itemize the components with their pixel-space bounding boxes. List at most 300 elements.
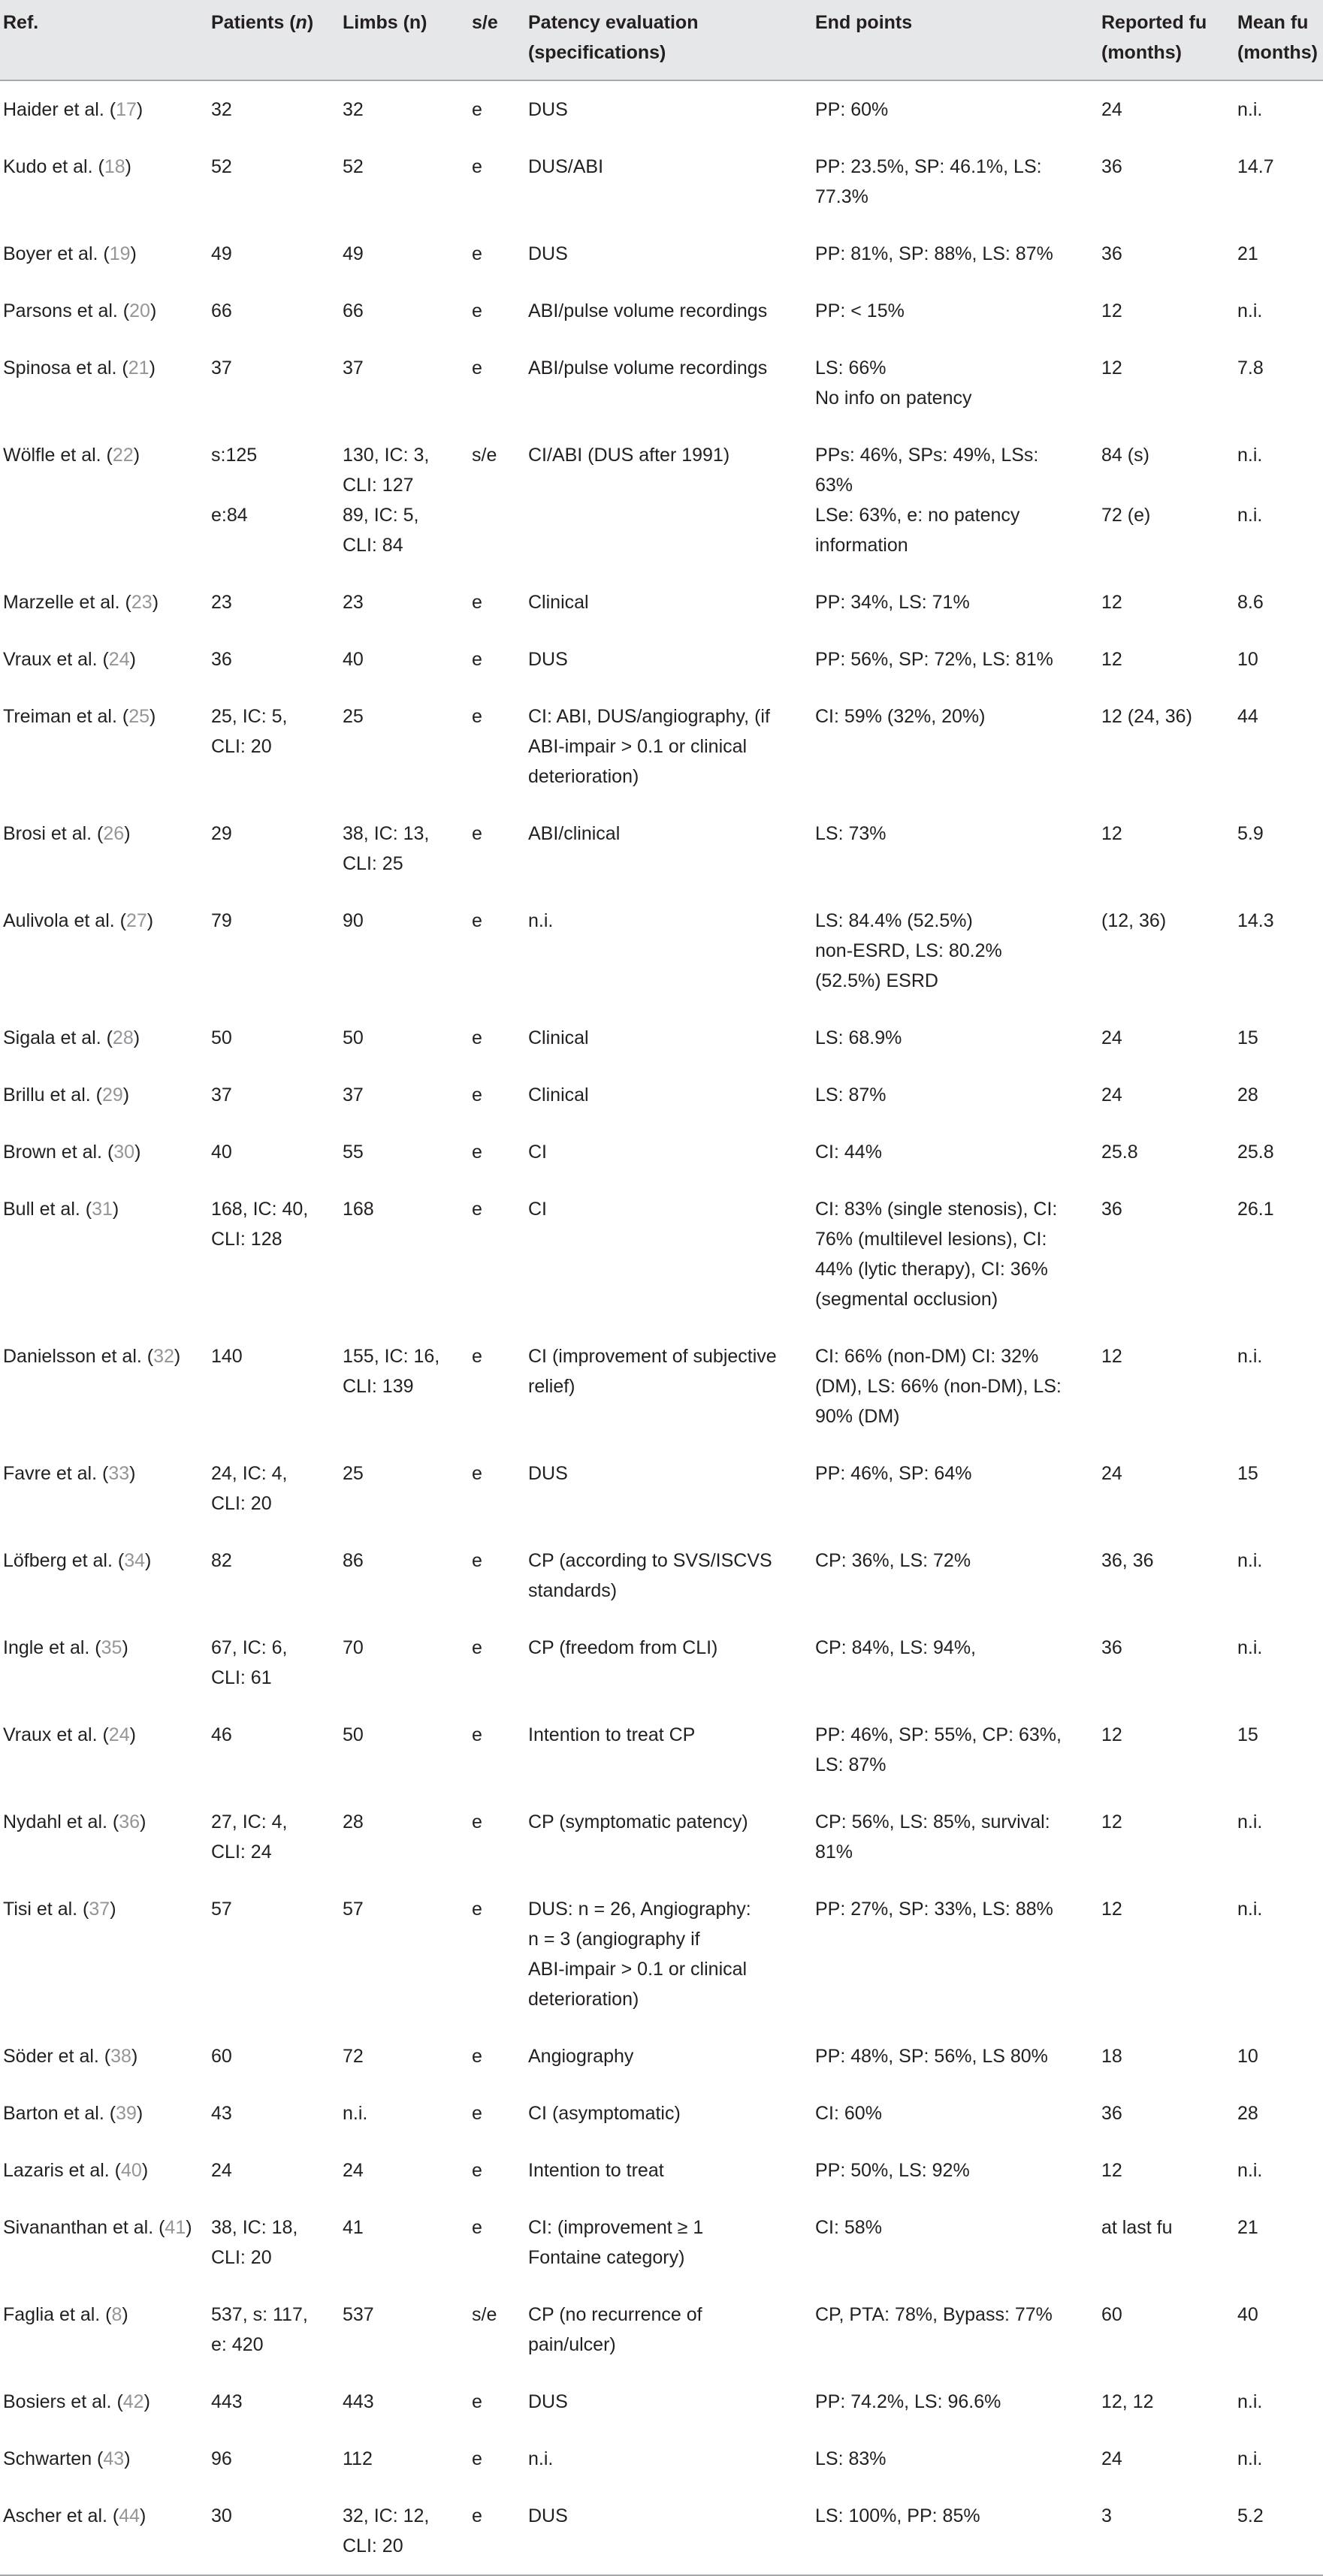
cell-ref [0,2373,211,2430]
cell-se [472,2487,528,2575]
cell-se-text: e [472,1811,482,1832]
cell-ref [0,1619,211,1706]
reference-number: 26 [103,823,125,844]
cell-limbs [343,138,472,225]
cell-patients-line: 27, IC: 4, [211,1811,288,1832]
cell-patients-line: e:84 [211,505,248,526]
cell-patency-line: CI: (improvement ≥ 1 [528,2217,704,2238]
cell-mean-fu [1237,892,1323,1009]
cell-endpoints [815,1706,1101,1793]
reference-close: ) [141,2160,149,2181]
author-name: Barton et al. ( [3,2103,116,2124]
cell-endpoints [815,138,1101,225]
cell-limbs-line: 23 [343,592,364,613]
cell-patency-line: Angiography [528,2046,634,2067]
reference-close: ) [129,1724,136,1745]
cell-patency-line: DUS/ABI [528,156,604,177]
cell-reported-fu [1101,2142,1237,2199]
cell-mean-fu-line: 28 [1237,2103,1258,2124]
reference-number: 29 [101,1084,123,1106]
cell-reported-fu [1101,631,1237,688]
cell-limbs [343,1445,472,1532]
cell-endpoints-line: 63% [815,475,853,496]
cell-endpoints-line: CP: 84%, LS: 94%, [815,1637,977,1658]
cell-se [472,2142,528,2199]
cell-patients-line: 29 [211,823,232,844]
cell-limbs [343,2373,472,2430]
cell-limbs [343,688,472,805]
cell-endpoints [815,1181,1101,1328]
cell-mean-fu-line [1237,530,1318,560]
cell-patients [211,80,343,138]
cell-endpoints-line: LS: 87% [815,1084,887,1106]
cell-reported-fu [1101,80,1237,138]
author-name: Ascher et al. ( [3,2505,119,2526]
cell-reported-fu [1101,225,1237,282]
cell-patency-line: DUS: n = 26, Angiography: [528,1899,751,1920]
cell-mean-fu [1237,1066,1323,1124]
cell-reported-fu [1101,574,1237,631]
cell-reported-fu-line [1101,470,1230,500]
reference-close: ) [130,243,137,264]
cell-patency [528,282,815,339]
author-name: Wölfle et al. ( [3,445,113,466]
header-se: s/e [472,0,528,80]
cell-limbs [343,574,472,631]
cell-endpoints-line: CI: 44% [815,1142,882,1163]
cell-patients [211,1328,343,1445]
cell-limbs [343,892,472,1009]
cell-patency [528,2142,815,2199]
cell-reported-fu [1101,1881,1237,2028]
cell-patency-line: CI (asymptomatic) [528,2103,681,2124]
author-name: Favre et al. ( [3,1463,109,1484]
cell-patency-line: ABI-impair > 0.1 or clinical [528,736,748,757]
cell-patency [528,1881,815,2028]
cell-endpoints-line: 44% (lytic therapy), CI: 36% [815,1259,1048,1280]
cell-patients-line: 49 [211,243,232,264]
cell-reported-fu [1101,688,1237,805]
cell-endpoints-line: PP: < 15% [815,300,905,321]
cell-se [472,1793,528,1881]
cell-patients-line: e: 420 [211,2334,264,2355]
cell-patients [211,1706,343,1793]
reference-close: ) [129,649,136,670]
cell-reported-fu-line: 12, 12 [1101,2391,1154,2412]
cell-mean-fu [1237,1793,1323,1881]
cell-endpoints [815,1619,1101,1706]
cell-patients-line: 40 [211,1142,232,1163]
cell-limbs-line: 52 [343,156,364,177]
table-row [0,1793,1323,1881]
cell-se-text: e [472,300,482,321]
cell-patients [211,1009,343,1066]
cell-se [472,282,528,339]
table-row [0,1881,1323,2028]
cell-ref [0,1793,211,1881]
cell-limbs [343,805,472,892]
table-row [0,2085,1323,2142]
cell-ref [0,1066,211,1124]
cell-se [472,1009,528,1066]
cell-mean-fu-line: 15 [1237,1724,1258,1745]
cell-endpoints [815,805,1101,892]
cell-endpoints [815,2028,1101,2085]
cell-limbs [343,1124,472,1181]
reference-number: 40 [121,2160,142,2181]
cell-limbs-line: 37 [343,357,364,379]
cell-limbs [343,2286,472,2373]
cell-limbs-line: CLI: 127 [343,475,414,496]
cell-reported-fu-line: 36 [1101,243,1122,264]
reference-number: 43 [103,2448,125,2469]
reference-close: ) [145,1550,152,1571]
cell-reported-fu [1101,1793,1237,1881]
cell-patency-line: Intention to treat CP [528,1724,696,1745]
cell-reported-fu [1101,1619,1237,1706]
reference-number: 23 [131,592,153,613]
reference-number: 31 [92,1199,113,1220]
reference-number: 34 [124,1550,146,1571]
cell-limbs-line: CLI: 20 [343,2535,403,2556]
cell-mean-fu [1237,2028,1323,2085]
cell-patients [211,2286,343,2373]
cell-endpoints-line: PP: 46%, SP: 64% [815,1463,972,1484]
cell-se [472,688,528,805]
cell-limbs-line: 155, IC: 16, [343,1346,440,1367]
cell-se [472,1328,528,1445]
cell-se [472,1619,528,1706]
cell-endpoints-line: PP: 48%, SP: 56%, LS 80% [815,2046,1048,2067]
cell-mean-fu-line: 5.9 [1237,823,1264,844]
cell-endpoints-line: (52.5%) ESRD [815,970,938,991]
reference-close: ) [133,1027,140,1048]
cell-limbs [343,1706,472,1793]
cell-ref [0,339,211,427]
cell-mean-fu-line: n.i. [1237,2391,1263,2412]
cell-patency-line: n.i. [528,910,554,931]
cell-patients [211,2430,343,2487]
author-name: Marzelle et al. ( [3,592,131,613]
cell-patency-line: deterioration) [528,766,639,787]
cell-mean-fu [1237,2199,1323,2286]
cell-patients-line: 38, IC: 18, [211,2217,298,2238]
table-row [0,2199,1323,2286]
reference-close: ) [152,592,159,613]
table-row [0,2430,1323,2487]
cell-ref [0,2487,211,2575]
reference-close: ) [122,1084,130,1106]
cell-patency-line: CI: ABI, DUS/angiography, (if [528,706,770,727]
header-limbs: Limbs (n) [343,0,472,80]
cell-limbs-line: 25 [343,1463,364,1484]
cell-patients [211,1881,343,2028]
cell-patients-line: 50 [211,1027,232,1048]
reference-close: ) [150,706,156,727]
cell-patency-line: relief) [528,1376,575,1397]
cell-se-text: e [472,910,482,931]
cell-patency-line: CI/ABI (DUS after 1991) [528,445,730,466]
cell-mean-fu [1237,2142,1323,2199]
reference-close: ) [136,2103,143,2124]
cell-se-text: e [472,357,482,379]
cell-patency [528,427,815,574]
cell-patency [528,892,815,1009]
cell-limbs [343,427,472,574]
table-row [0,2028,1323,2085]
cell-patients [211,2085,343,2142]
header-reported-fu: Reported fu (months) [1101,0,1237,80]
cell-ref [0,1181,211,1328]
table-row [0,2286,1323,2373]
table-row [0,282,1323,339]
cell-limbs-line: 41 [343,2217,364,2238]
cell-patency-line: n.i. [528,2448,554,2469]
table-row [0,427,1323,574]
cell-endpoints [815,1328,1101,1445]
cell-endpoints-line: CI: 83% (single stenosis), CI: [815,1199,1058,1220]
cell-patency-line: CP (freedom from CLI) [528,1637,718,1658]
reference-number: 22 [112,445,134,466]
cell-limbs-line: 38, IC: 13, [343,823,430,844]
cell-reported-fu-line: 12 [1101,1899,1122,1920]
cell-patients [211,1066,343,1124]
cell-mean-fu [1237,427,1323,574]
cell-se [472,892,528,1009]
cell-se [472,2085,528,2142]
cell-patients-line: CLI: 128 [211,1229,282,1250]
cell-se [472,2373,528,2430]
cell-ref [0,282,211,339]
cell-limbs-line: 537 [343,2304,374,2325]
cell-se-text: e [472,1084,482,1106]
cell-limbs-line: 50 [343,1724,364,1745]
cell-se [472,574,528,631]
cell-endpoints [815,631,1101,688]
cell-mean-fu [1237,1619,1323,1706]
table-header-row [0,0,1323,80]
cell-patients-line: 57 [211,1899,232,1920]
cell-mean-fu-line: 25.8 [1237,1142,1274,1163]
cell-endpoints-line: LS: 68.9% [815,1027,902,1048]
cell-se [472,339,528,427]
cell-endpoints-line: (DM), LS: 66% (non-DM), LS: [815,1376,1062,1397]
cell-endpoints [815,339,1101,427]
cell-mean-fu [1237,631,1323,688]
cell-reported-fu-line: 12 [1101,1811,1122,1832]
cell-mean-fu-line: 26.1 [1237,1199,1274,1220]
cell-patency-line: CP (symptomatic patency) [528,1811,748,1832]
cell-limbs [343,339,472,427]
reference-number: 25 [128,706,150,727]
cell-patients [211,574,343,631]
cell-endpoints [815,2085,1101,2142]
cell-reported-fu [1101,2286,1237,2373]
cell-patients [211,805,343,892]
reference-close: ) [134,1142,141,1163]
cell-patients [211,339,343,427]
cell-endpoints-line: PP: 46%, SP: 55%, CP: 63%, [815,1724,1062,1745]
cell-patency [528,1328,815,1445]
cell-patients-line: 43 [211,2103,232,2124]
author-name: Schwarten ( [3,2448,104,2469]
reference-number: 30 [113,1142,135,1163]
cell-se [472,1706,528,1793]
table-row [0,805,1323,892]
cell-ref [0,427,211,574]
cell-reported-fu [1101,805,1237,892]
author-name: Sivananthan et al. ( [3,2217,165,2238]
cell-endpoints-line: PP: 81%, SP: 88%, LS: 87% [815,243,1053,264]
table-row [0,1009,1323,1066]
cell-patency-line: CI [528,1142,547,1163]
cell-limbs [343,1181,472,1328]
cell-endpoints-line: LS: 73% [815,823,887,844]
table-body [0,80,1323,2575]
cell-patients-line [211,530,335,560]
cell-limbs-line: 89, IC: 5, [343,505,419,526]
cell-patency [528,1793,815,1881]
cell-mean-fu [1237,2487,1323,2575]
reference-number: 24 [108,1724,130,1745]
cell-se [472,805,528,892]
cell-reported-fu-line: 12 [1101,649,1122,670]
cell-endpoints-line: PP: 34%, LS: 71% [815,592,970,613]
cell-ref [0,1328,211,1445]
cell-patients-line: 24 [211,2160,232,2181]
header-mean-fu: Mean fu (months) [1237,0,1323,80]
header-endpoints: End points [815,0,1101,80]
cell-endpoints-line: LS: 83% [815,2448,887,2469]
cell-limbs [343,2199,472,2286]
cell-endpoints-line: PP: 60% [815,99,889,120]
cell-limbs-line: 55 [343,1142,364,1163]
cell-endpoints-line: 90% (DM) [815,1406,900,1427]
author-name: Sigala et al. ( [3,1027,113,1048]
cell-reported-fu [1101,1445,1237,1532]
cell-reported-fu [1101,2430,1237,2487]
cell-endpoints [815,2430,1101,2487]
reference-close: ) [122,1637,128,1658]
cell-endpoints-line: CI: 58% [815,2217,882,2238]
reference-close: ) [174,1346,181,1367]
cell-se-text: e [472,1899,482,1920]
cell-se-text: e [472,1724,482,1745]
table-row [0,225,1323,282]
cell-mean-fu-line: n.i. [1237,1811,1263,1832]
cell-reported-fu-line: 60 [1101,2304,1122,2325]
cell-limbs-line: 130, IC: 3, [343,445,430,466]
cell-limbs [343,1793,472,1881]
cell-reported-fu-line: 12 [1101,300,1122,321]
cell-reported-fu [1101,2373,1237,2430]
cell-patency-line: pain/ulcer) [528,2334,616,2355]
reference-close: ) [112,1199,119,1220]
cell-reported-fu-line [1101,530,1230,560]
cell-limbs [343,2028,472,2085]
cell-se [472,225,528,282]
cell-limbs [343,1328,472,1445]
cell-reported-fu [1101,282,1237,339]
cell-patency-line: DUS [528,2505,568,2526]
cell-patency-line: CI [528,1199,547,1220]
cell-limbs [343,1532,472,1619]
reference-number: 21 [128,357,150,379]
table-row [0,2142,1323,2199]
table-row [0,1619,1323,1706]
table-row [0,1328,1323,1445]
cell-endpoints-line: CI: 66% (non-DM) CI: 32% [815,1346,1039,1367]
reference-close: ) [129,1463,136,1484]
author-name: Söder et al. ( [3,2046,111,2067]
cell-reported-fu [1101,1706,1237,1793]
table-row [0,2487,1323,2575]
reference-number: 41 [165,2217,186,2238]
cell-endpoints [815,427,1101,574]
cell-patency [528,2430,815,2487]
table-row [0,892,1323,1009]
cell-mean-fu-line: 28 [1237,1084,1258,1106]
cell-limbs [343,1009,472,1066]
cell-limbs-line: CLI: 25 [343,853,403,874]
cell-patency-line: CP (according to SVS/ISCVS [528,1550,772,1571]
cell-reported-fu-line: 12 [1101,1724,1122,1745]
cell-limbs-line: CLI: 139 [343,1376,414,1397]
cell-se-text: s/e [472,2304,497,2325]
cell-ref [0,1532,211,1619]
cell-patency [528,1445,815,1532]
header-patency: Patency evaluation (specifications) [528,0,815,80]
reference-number: 24 [108,649,130,670]
author-name: Ingle et al. ( [3,1637,101,1658]
cell-mean-fu [1237,80,1323,138]
cell-patients-line: CLI: 20 [211,2247,272,2268]
cell-patency [528,574,815,631]
cell-reported-fu-line: 24 [1101,2448,1122,2469]
cell-limbs [343,1881,472,2028]
cell-reported-fu [1101,427,1237,574]
cell-se-text: e [472,2103,482,2124]
table-row [0,574,1323,631]
table-row [0,138,1323,225]
cell-limbs-line: 66 [343,300,364,321]
cell-limbs-line: 112 [343,2448,373,2469]
author-name: Haider et al. ( [3,99,116,120]
cell-reported-fu [1101,339,1237,427]
author-name: Löfberg et al. ( [3,1550,125,1571]
cell-reported-fu-line: 36 [1101,1637,1122,1658]
cell-patency-line: DUS [528,99,568,120]
cell-mean-fu-line: 21 [1237,243,1258,264]
cell-endpoints-line: CI: 60% [815,2103,882,2124]
cell-se [472,138,528,225]
cell-reported-fu [1101,1181,1237,1328]
reference-number: 28 [112,1027,134,1048]
table-row [0,1066,1323,1124]
cell-mean-fu-line: 14.3 [1237,910,1274,931]
cell-patients-line: 537, s: 117, [211,2304,308,2325]
cell-patients-line: 52 [211,156,232,177]
cell-limbs-line: 28 [343,1811,364,1832]
cell-patency-line: n = 3 (angiography if [528,1929,700,1950]
cell-limbs-line: 32, IC: 12, [343,2505,430,2526]
cell-mean-fu-line: 15 [1237,1027,1258,1048]
cell-mean-fu [1237,1532,1323,1619]
reference-number: 36 [119,1811,140,1832]
reference-close: ) [122,2304,128,2325]
cell-endpoints-line: 81% [815,1842,853,1863]
author-name: Tisi et al. ( [3,1899,89,1920]
